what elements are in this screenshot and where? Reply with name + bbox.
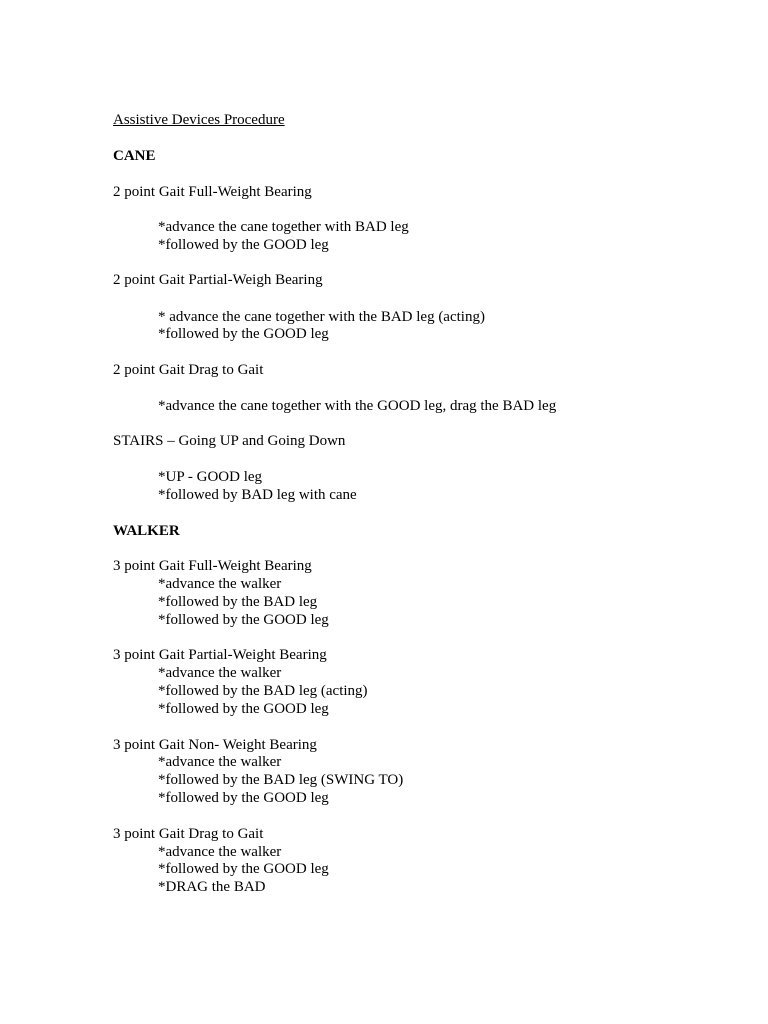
walker-drag-step: *advance the walker xyxy=(158,844,282,860)
walker-partial-weight-label: 3 point Gait Partial-Weight Bearing xyxy=(113,647,327,663)
cane-full-weight-step: *advance the cane together with BAD leg xyxy=(158,219,409,235)
cane-drag-step: *advance the cane together with the GOOD leg, drag the BAD leg xyxy=(158,398,557,414)
cane-partial-weight-step: * advance the cane together with the BAD leg (acting) xyxy=(158,309,485,325)
document-title: Assistive Devices Procedure xyxy=(113,112,285,128)
cane-stairs-step: *UP - GOOD leg xyxy=(158,469,263,485)
walker-partial-weight-step: *followed by the BAD leg (acting) xyxy=(158,683,368,699)
walker-drag-step: *followed by the GOOD leg xyxy=(158,861,329,877)
walker-full-weight-step: *advance the walker xyxy=(158,576,282,592)
walker-drag-step: *DRAG the BAD xyxy=(158,879,266,895)
walker-drag-label: 3 point Gait Drag to Gait xyxy=(113,826,264,842)
walker-full-weight-label: 3 point Gait Full-Weight Bearing xyxy=(113,558,312,574)
walker-heading: WALKER xyxy=(113,523,180,539)
walker-non-weight-label: 3 point Gait Non- Weight Bearing xyxy=(113,737,317,753)
cane-drag-label: 2 point Gait Drag to Gait xyxy=(113,362,264,378)
walker-full-weight-step: *followed by the GOOD leg xyxy=(158,612,329,628)
cane-partial-weight-step: *followed by the GOOD leg xyxy=(158,326,329,342)
cane-full-weight-step: *followed by the GOOD leg xyxy=(158,237,329,253)
cane-full-weight-label: 2 point Gait Full-Weight Bearing xyxy=(113,184,312,200)
walker-full-weight-step: *followed by the BAD leg xyxy=(158,594,318,610)
walker-non-weight-step: *advance the walker xyxy=(158,754,282,770)
cane-stairs-label: STAIRS – Going UP and Going Down xyxy=(113,433,346,449)
walker-non-weight-step: *followed by the GOOD leg xyxy=(158,790,329,806)
cane-stairs-step: *followed by BAD leg with cane xyxy=(158,487,357,503)
cane-partial-weight-label: 2 point Gait Partial-Weigh Bearing xyxy=(113,272,323,288)
walker-partial-weight-step: *followed by the GOOD leg xyxy=(158,701,329,717)
cane-heading: CANE xyxy=(113,148,156,164)
walker-partial-weight-step: *advance the walker xyxy=(158,665,282,681)
walker-non-weight-step: *followed by the BAD leg (SWING TO) xyxy=(158,772,404,788)
